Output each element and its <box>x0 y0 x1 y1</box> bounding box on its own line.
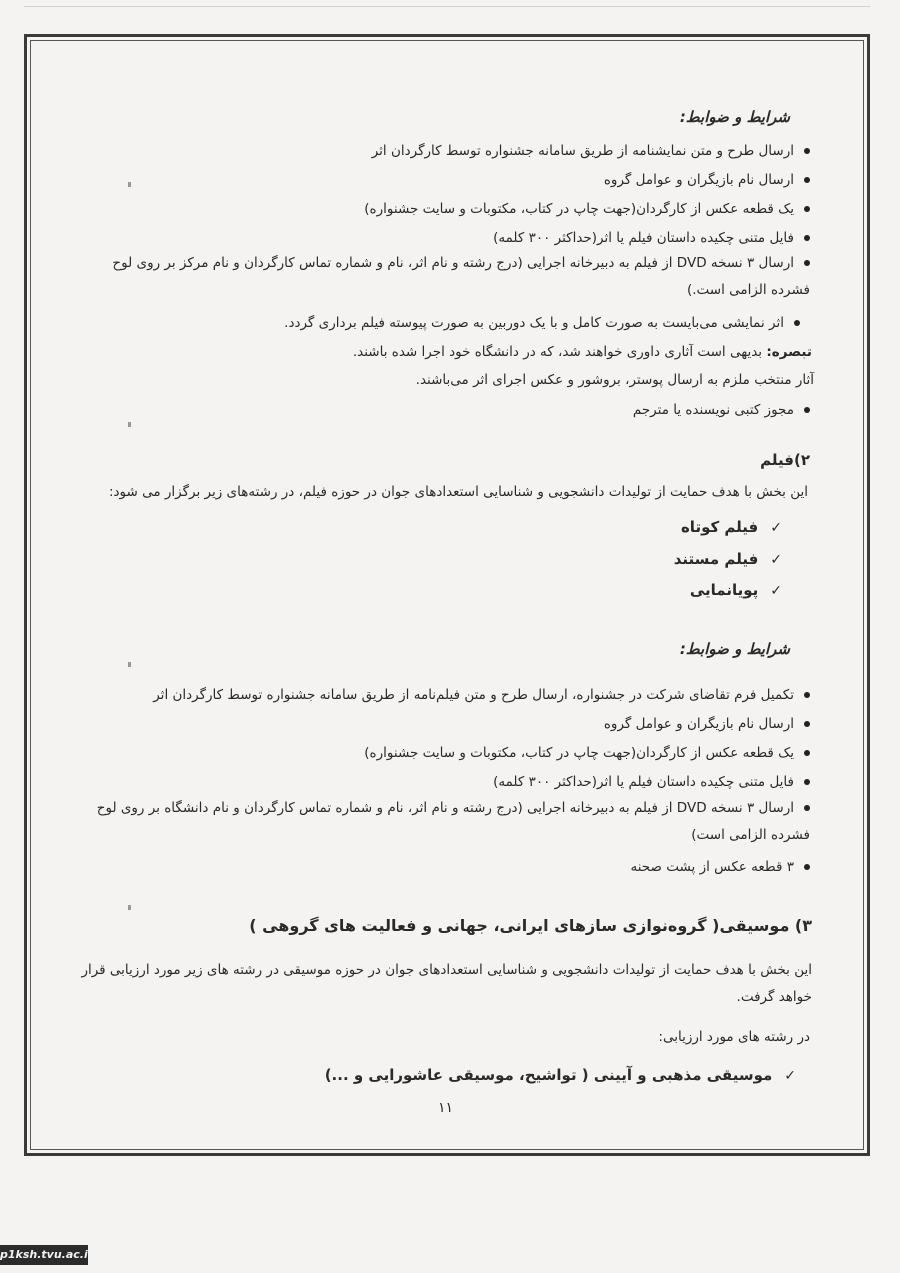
film-category: ✓فیلم کوتاه <box>680 518 782 536</box>
terms2-item: تکمیل فرم تقاضای شرکت در جشنواره، ارسال طرح و متن فیلم‌نامه از طریق سامانه جشنواره توسط کارگردان اثر <box>153 685 810 705</box>
extra-line: آثار منتخب ملزم به ارسال پوستر، بروشور و عکس اجرای اثر می‌باشند. <box>415 372 814 388</box>
check-icon: ✓ <box>770 583 782 599</box>
bullet-icon <box>804 805 810 811</box>
terms1-item: فایل متنی چکیده داستان فیلم یا اثر(حداکثر ۳۰۰ کلمه) <box>493 228 810 248</box>
scan-speck <box>128 662 131 667</box>
terms-heading-2: شرایط و ضوابط: <box>679 640 790 658</box>
terms-heading-1: شرایط و ضوابط: <box>679 108 790 126</box>
bullet-icon <box>804 864 810 870</box>
scan-speck <box>128 905 131 910</box>
bullet-icon <box>804 206 810 212</box>
check-icon: ✓ <box>770 520 782 536</box>
bullet-icon <box>794 320 800 326</box>
terms2-item: ۳ قطعه عکس از پشت صحنه <box>630 857 810 877</box>
scan-speck <box>128 422 131 427</box>
scan-speck <box>128 182 131 187</box>
bullet-icon <box>804 750 810 756</box>
film-intro: این بخش با هدف حمایت از تولیدات دانشجویی و شناسایی استعدادهای جوان در حوزه فیلم، در رشته‌های زیر برگزار می شود: <box>108 484 808 500</box>
terms2-item: یک قطعه عکس از کارگردان(جهت چاپ در کتاب، مکتوبات و سایت جشنواره) <box>364 743 810 763</box>
terms1-item: یک قطعه عکس از کارگردان(جهت چاپ در کتاب، مکتوبات و سایت جشنواره) <box>364 199 810 219</box>
source-watermark-badge: p1ksh.tvu.ac.ir <box>0 1245 88 1265</box>
check-icon: ✓ <box>770 552 782 568</box>
terms1-item: ارسال طرح و متن نمایشنامه از طریق سامانه جشنواره توسط کارگردان اثر <box>372 141 810 161</box>
terms1-last-item: مجوز کتبی نویسنده یا مترجم <box>633 400 810 420</box>
music-fields-label: در رشته های مورد ارزیابی: <box>658 1029 810 1045</box>
terms2-item: ارسال نام بازیگران و عوامل گروه <box>604 714 810 734</box>
page-number: ۱۱ <box>438 1100 454 1116</box>
top-scan-line <box>24 6 870 7</box>
terms1-item-dvd: ارسال ۳ نسخه DVD از فیلم به دبیرخانه اجرایی (درج رشته و نام اثر، نام و شماره تماس کارگردان و نام مرکز بر روی لوح فشرده الزامی است.) <box>112 255 810 298</box>
bullet-icon <box>804 779 810 785</box>
bullet-icon <box>804 148 810 154</box>
note-line: تبصره: بدیهی است آثاری داوری خواهند شد، که در دانشگاه خود اجرا شده باشند. <box>352 344 812 360</box>
music-intro: این بخش با هدف حمایت از تولیدات دانشجویی و شناسایی استعدادهای جوان در حوزه موسیقی در رشته های زیر مورد ارزیابی قرار خواهد گرفت. <box>81 962 812 1005</box>
bullet-icon <box>804 407 810 413</box>
bullet-icon <box>804 260 810 266</box>
bullet-icon <box>804 692 810 698</box>
terms1-item: ارسال نام بازیگران و عوامل گروه <box>604 170 810 190</box>
music-category: ✓موسیقی مذهبی و آیینی ( تواشیح، موسیقی عاشورایی و ...) <box>324 1066 796 1084</box>
music-title: ۳) موسیقی( گروه‌نوازی سازهای ایرانی، جهانی و فعالیت های گروهی ) <box>249 916 812 935</box>
film-category: ✓فیلم مستند <box>673 550 782 568</box>
terms1-item: اثر نمایشی می‌بایست به صورت کامل و با یک دوربین به صورت پیوسته فیلم برداری گردد. <box>284 313 800 333</box>
check-icon: ✓ <box>784 1068 796 1084</box>
film-title: ۲)فیلم <box>760 451 810 469</box>
bullet-icon <box>804 721 810 727</box>
bullet-icon <box>804 235 810 241</box>
terms2-item: فایل متنی چکیده داستان فیلم یا اثر(حداکثر ۳۰۰ کلمه) <box>493 772 810 792</box>
terms2-item-dvd: ارسال ۳ نسخه DVD از فیلم به دبیرخانه اجرایی (درج رشته و نام اثر، نام و شماره تماس کارگردان و نام دانشگاه بر روی لوح فشرده الزامی است) <box>96 800 810 843</box>
film-category: ✓پویانمایی <box>689 581 782 599</box>
bullet-icon <box>804 177 810 183</box>
